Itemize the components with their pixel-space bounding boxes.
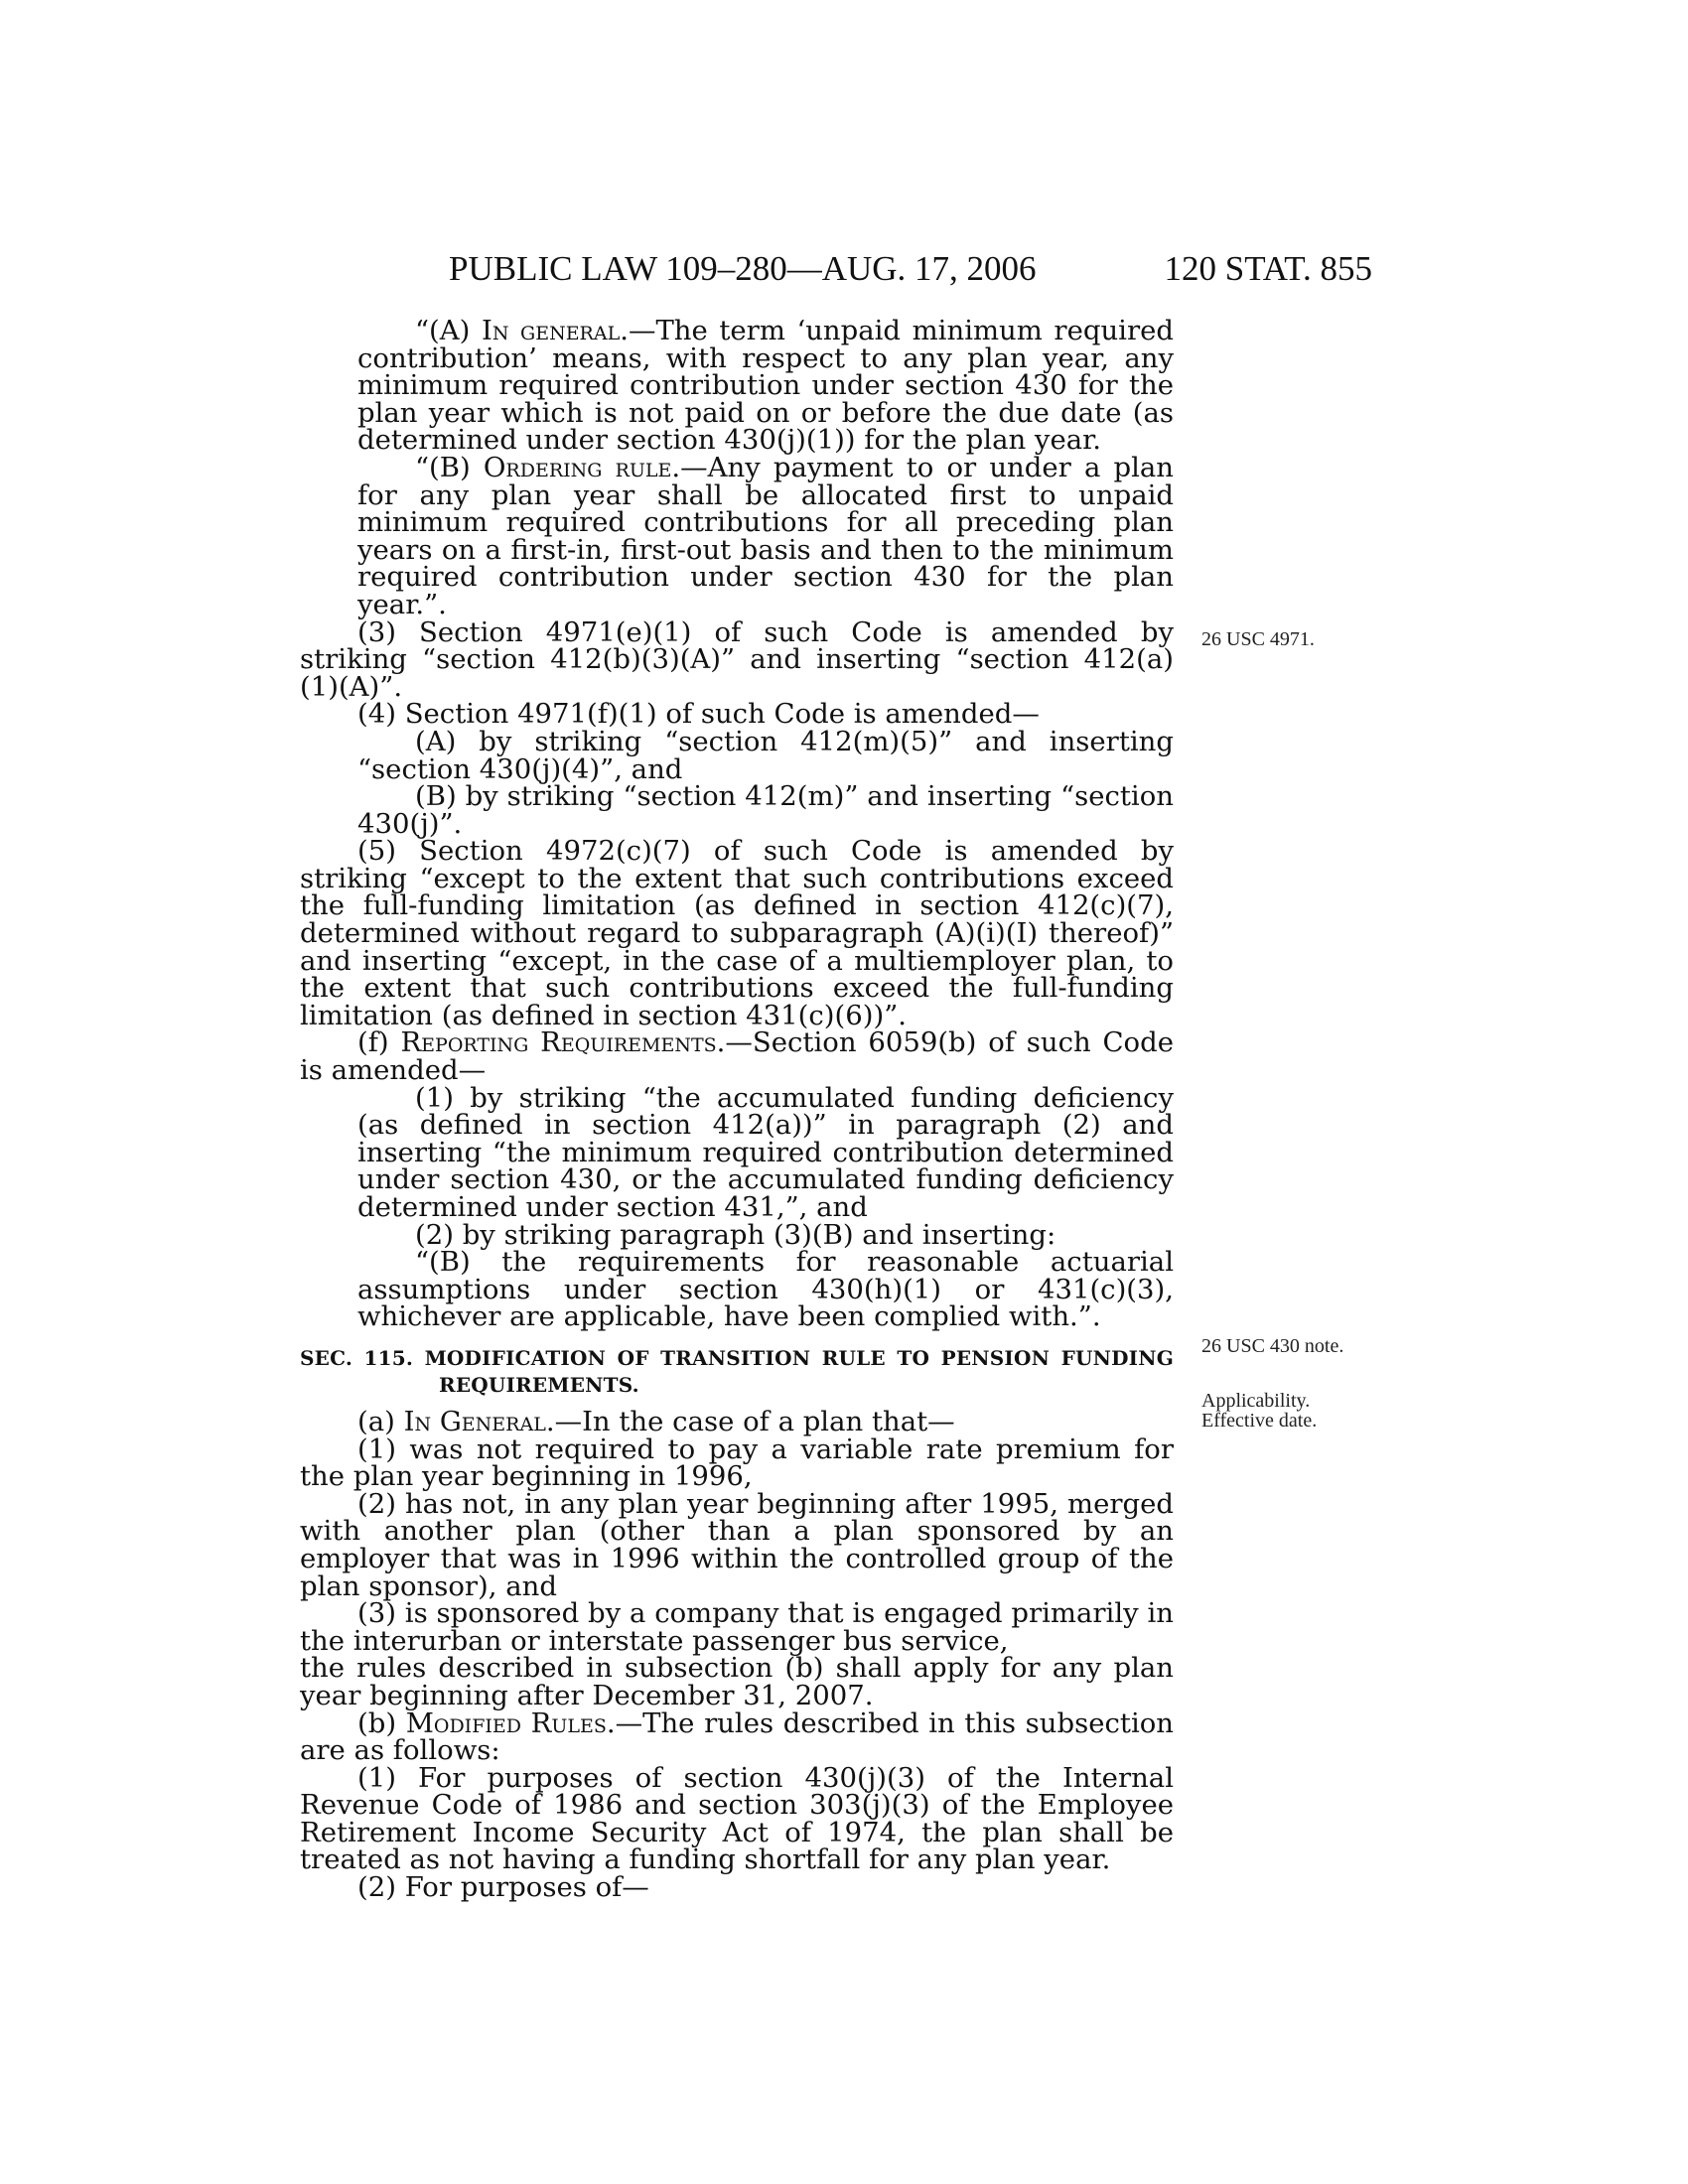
statute-page-number: 120 STAT. 855 (1164, 249, 1372, 288)
paragraph-5: (5) Section 4972(c)(7) of such Code is amended by striking “except to the extent that such contributions exceed the full-funding limitation (as defined in section 412(c)(7), determined without regard to subparagraph (A)(i)(I) thereof)” and inserting “except, in the case of a multiemployer plan, to the extent that such contributions exceed the full-funding limitation (as defined in section 431(c)(6))”. (300, 835, 1174, 1031)
paragraph-a-2: (2) has not, in any plan year beginning after 1995, merged with another plan (other than a plan sponsored by an employer that was in 1996 within the controlled group of the plan sponsor), and (300, 1487, 1174, 1602)
margin-note-applicability: Applicability. (1201, 1390, 1311, 1412)
paragraph-3: (3) Section 4971(e)(1) of such Code is amended by striking “section 412(b)(3)(A)” and inserting “section 412(a)(1)(A)”. (300, 615, 1174, 703)
subsection-f-reporting: (f) Reporting Requirements.—Section 6059(b) of such Code is amended— (300, 1026, 1174, 1087)
margin-note-26-usc-430-note: 26 USC 430 note. (1201, 1335, 1344, 1357)
paragraph-f-2: (2) by striking paragraph (3)(B) and inserting: (415, 1218, 1056, 1251)
paragraph-4-B: (B) by striking “section 412(m)” and inserting “section 430(j)”. (357, 780, 1174, 840)
document-body (300, 315, 1175, 1904)
paragraph-4: (4) Section 4971(f)(1) of such Code is amended— (357, 698, 1040, 731)
paragraph-a-1: (1) was not required to pay a variable rate premium for the plan year beginning in 1996, (300, 1433, 1174, 1493)
subsection-a-closing: the rules described in subsection (b) shall apply for any plan year beginning after December 31, 2007. (300, 1652, 1174, 1711)
margin-note-26-usc-4971: 26 USC 4971. (1201, 628, 1315, 650)
running-header (449, 251, 1372, 287)
paragraph-b-1: (1) For purposes of section 430(j)(3) of the Internal Revenue Code of 1986 and section 303(j)(3) of the Employee Retirement Income Security Act of 1974, the plan shall be treated as not having a funding shortfall for any plan year. (300, 1761, 1174, 1876)
section-115-heading: SEC. 115. MODIFICATION OF TRANSITION RULE TO PENSION FUNDING REQUIREMENTS. (300, 1345, 1174, 1397)
subsection-a-in-general: (a) In General.—In the case of a plan that— (357, 1405, 955, 1437)
paragraph-f-1: (1) by striking “the accumulated funding deficiency (as defined in section 412(a))” in paragraph (2) and inserting “the minimum required contribution determined under section 430, or the accumulated funding deficiency determined under section 431,”, and (357, 1081, 1174, 1223)
paragraph-a-3: (3) is sponsored by a company that is engaged primarily in the interurban or interstate passenger bus service, (300, 1597, 1174, 1657)
paragraph-f-2-B: “(B) the requirements for reasonable actuarial assumptions under section 430(h)(1) or 431(c)(3), whichever are applicable, have been complied with.”. (357, 1246, 1174, 1333)
subsection-b-modified-rules: (b) Modified Rules.—The rules described in this subsection are as follows: (300, 1706, 1175, 1767)
paragraph-A-in-general: “(A) In general.—The term ‘unpaid minimum required contribution’ means, with respect to any plan year, any minimum required contribution under section 430 for the plan year which is not paid on or before the due date (as determined under section 430(j)(1)) for the plan year. (357, 315, 1174, 457)
paragraph-4-A: (A) by striking “section 412(m)(5)” and inserting “section 430(j)(4)”, and (357, 725, 1174, 785)
paragraph-b-2: (2) For purposes of— (357, 1871, 649, 1904)
margin-note-effective-date: Effective date. (1201, 1410, 1318, 1432)
public-law-citation: PUBLIC LAW 109–280—AUG. 17, 2006 (449, 249, 1037, 288)
paragraph-B-ordering-rule: “(B) Ordering rule.—Any payment to or under a plan for any plan year shall be allocated first to unpaid minimum required contributions for all preceding plan years on a first-in, first-out basis and then to the minimum required contribution under section 430 for the plan year.”. (357, 451, 1174, 620)
